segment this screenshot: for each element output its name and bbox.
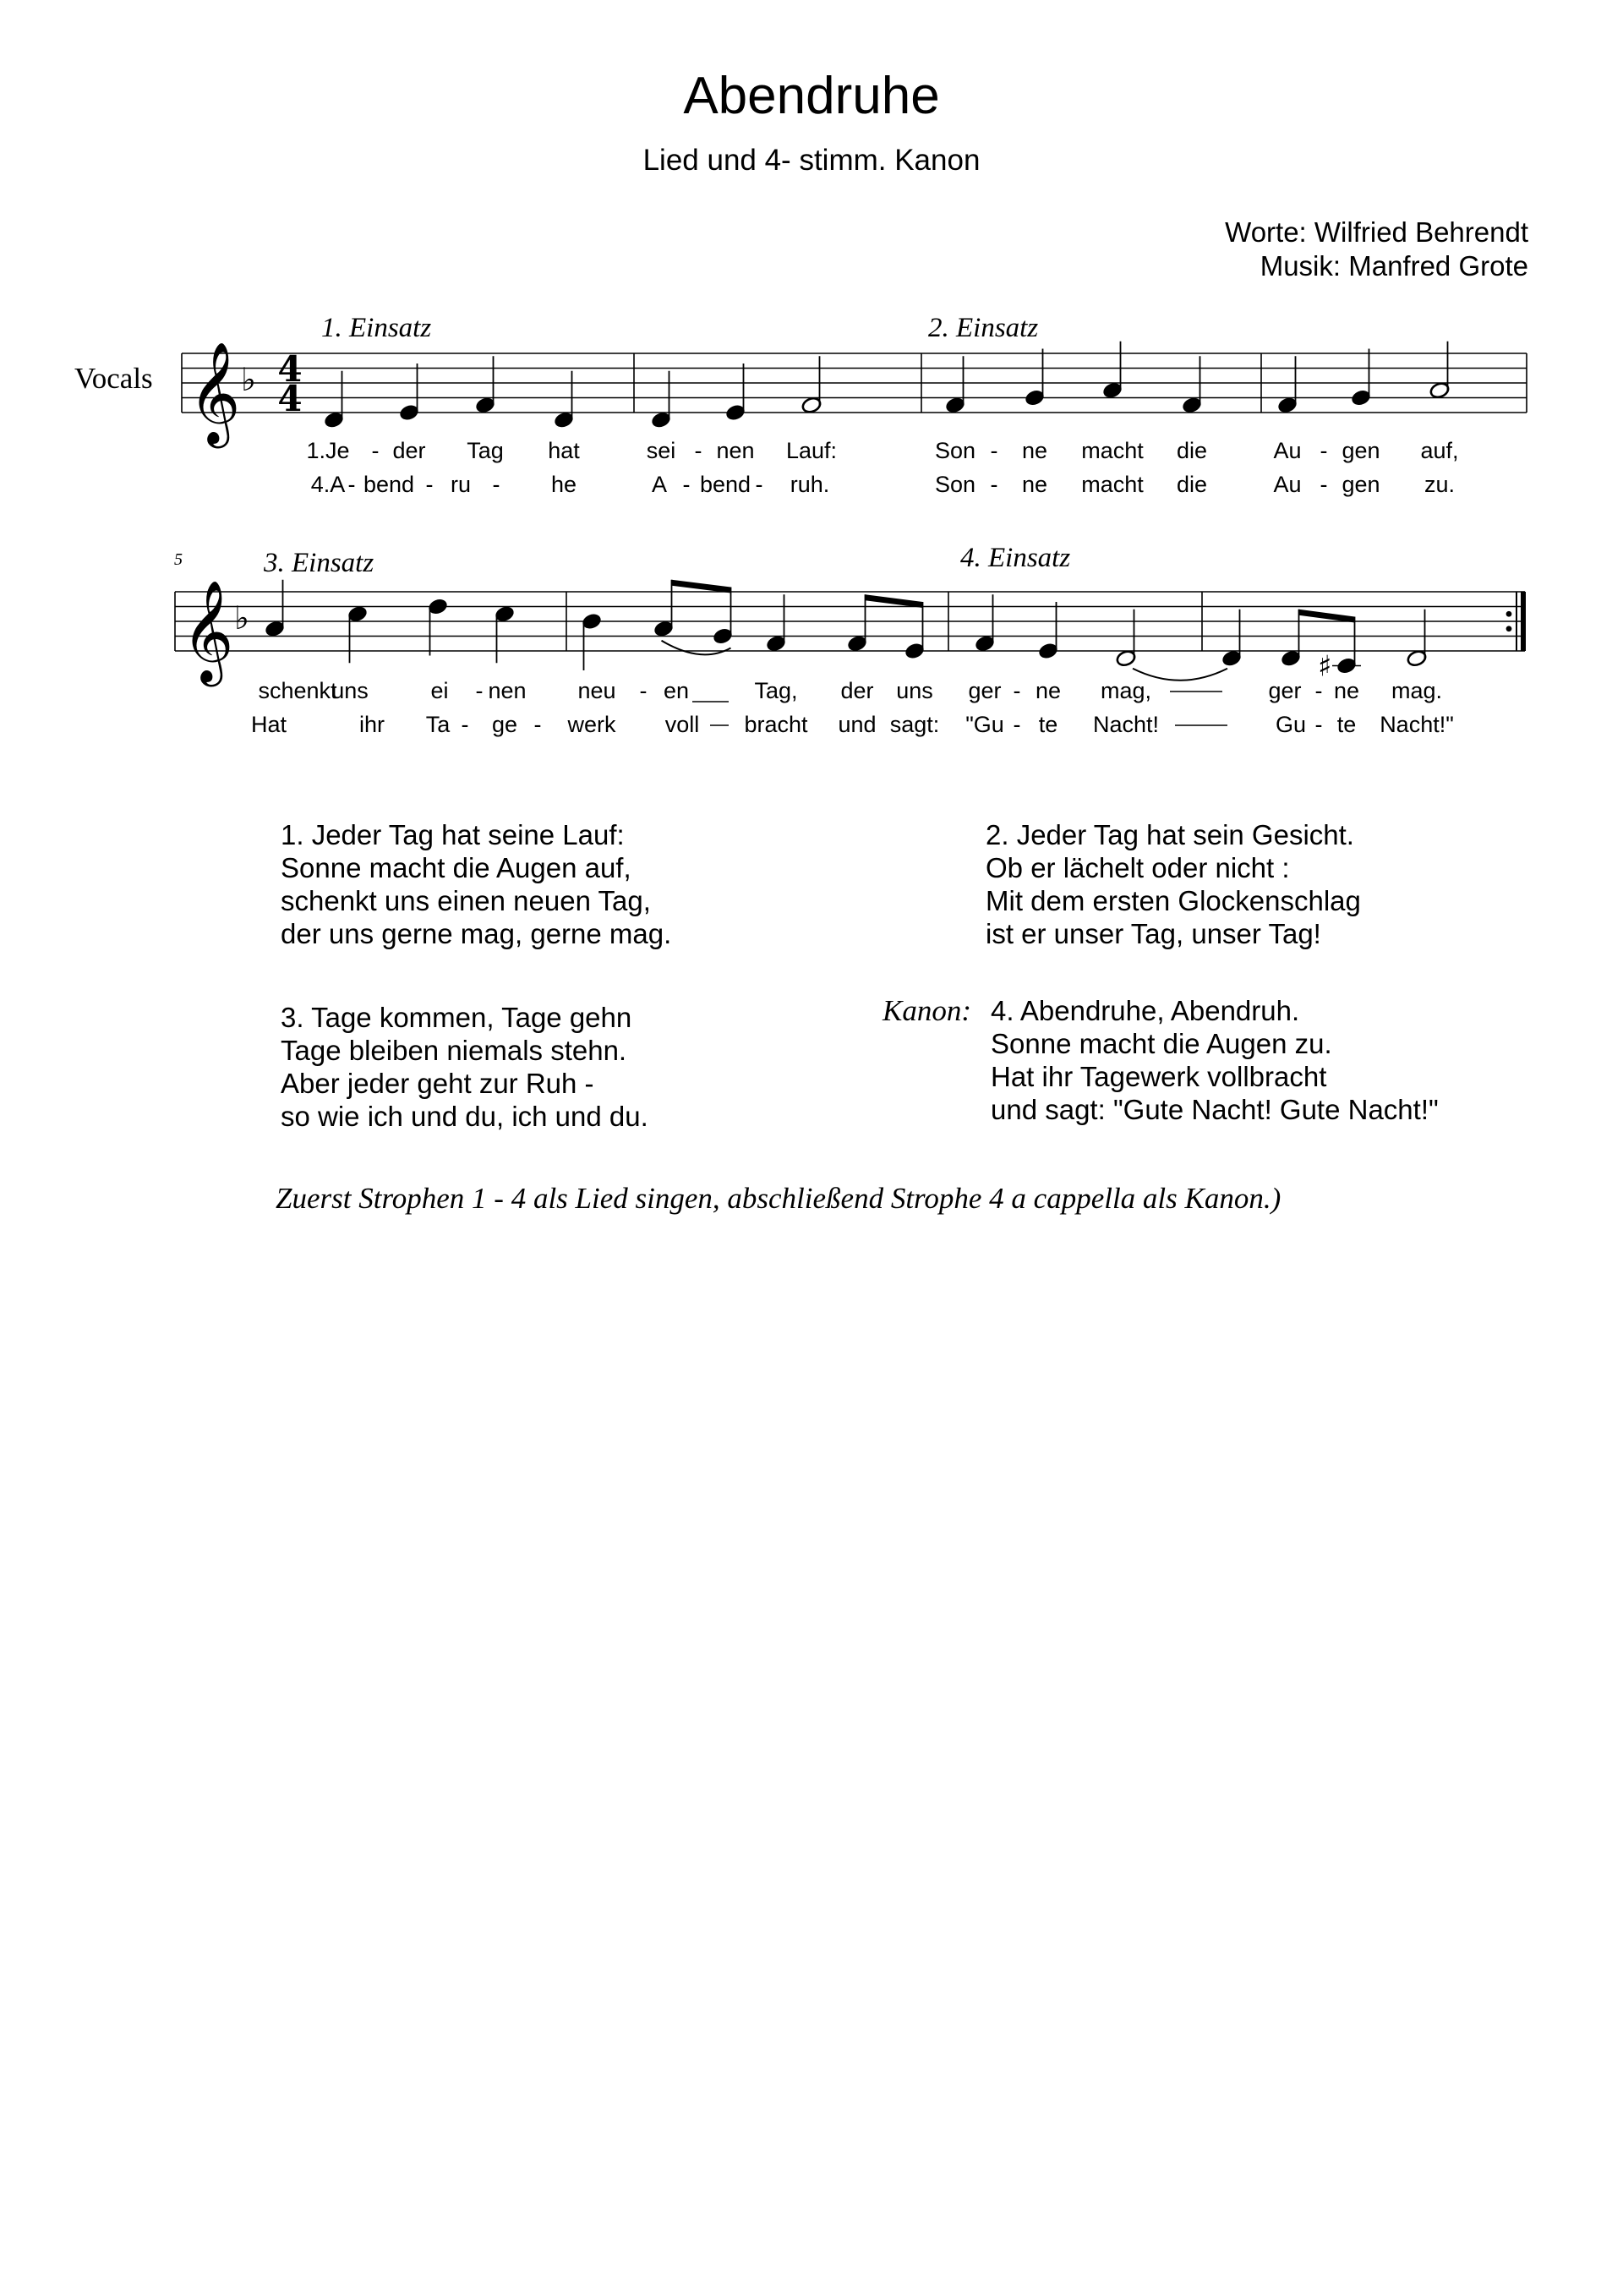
lyric-verse-1: - (639, 678, 648, 703)
lyric-verse-4: Gu (1275, 712, 1307, 737)
stanza-line: der uns gerne mag, gerne mag. (281, 918, 672, 949)
credit-music: Musik: Manfred Grote (1260, 250, 1528, 282)
stanza-3 (281, 1001, 648, 1133)
lyric-verse-1: ger (968, 678, 1002, 703)
lyric-verse-4: he (550, 472, 577, 497)
stanza-line: 1. Jeder Tag hat seine Lauf: (281, 819, 625, 850)
lyric-verse-4: A (651, 472, 668, 497)
stanza-line: und sagt: "Gute Nacht! Gute Nacht!" (991, 1094, 1439, 1125)
lyric-verse-1: nen (488, 678, 527, 703)
lyric-verse-4: - (1013, 712, 1021, 737)
lyric-verse-4: Nacht! (1092, 712, 1160, 737)
lyric-verse-4: Son (934, 472, 976, 497)
lyric-verse-1: der (840, 678, 874, 703)
stanza-line: Aber jeder geht zur Ruh - (281, 1068, 594, 1099)
lyric-verse-4: und (838, 712, 877, 737)
lyric-verse-1: uns (331, 678, 369, 703)
lyric-verse-1: mag. (1391, 678, 1443, 703)
key-flat-icon: ♭ (234, 599, 249, 637)
stanza-line: Mit dem ersten Glockenschlag (986, 885, 1361, 916)
lyric-verse-4: bracht (744, 712, 808, 737)
lyric-verse-1: sei (646, 438, 676, 463)
lyric-verse-1: uns (896, 678, 933, 703)
staff-system-2 (174, 543, 1526, 737)
lyric-verse-1: ne (1021, 438, 1048, 463)
lyric-verse-1: schenkt (258, 678, 337, 703)
lyric-verse-4: - (425, 472, 434, 497)
stanza-line: Tage bleiben niemals stehn. (281, 1035, 627, 1066)
lyric-verse-4: - (1314, 712, 1323, 737)
lyric-verse-1: - (1320, 438, 1328, 463)
lyric-verse-4: - (533, 712, 542, 737)
repeat-dot (1506, 611, 1512, 617)
lyric-verse-1: 1.Je (306, 438, 350, 463)
lyric-verse-1: - (694, 438, 702, 463)
time-signature-bottom: 4 (277, 378, 303, 419)
lyric-verse-4: die (1176, 472, 1208, 497)
lyric-verse-4: - (682, 472, 691, 497)
music-score (0, 0, 1623, 761)
instrument-label: Vocals (74, 362, 153, 395)
lyric-verse-1: - (990, 438, 998, 463)
stanza-line: ist er unser Tag, unser Tag! (986, 918, 1321, 949)
repeat-barline-thick (1521, 592, 1526, 651)
lyric-verse-4: gen (1342, 472, 1380, 497)
measure-number: 5 (174, 550, 183, 569)
repeat-dot (1506, 626, 1512, 631)
lyric-verse-4: zu. (1424, 472, 1456, 497)
lyric-verse-4: ruh. (790, 472, 830, 497)
lyric-verse-1: - (1314, 678, 1323, 703)
lyric-verse-4: macht (1081, 472, 1144, 497)
treble-clef-icon: 𝄞 (189, 341, 241, 444)
lyric-verse-1: die (1176, 438, 1208, 463)
lyric-verse-1: nen (716, 438, 755, 463)
lyric-verse-1: - (1013, 678, 1021, 703)
lyric-verse-4: - (461, 712, 469, 737)
lyric-verse-4: ne (1021, 472, 1048, 497)
lyric-verse-4: Hat (250, 712, 287, 737)
lyric-verse-4: 4.A (310, 472, 346, 497)
beam (672, 580, 731, 593)
einsatz-3-label: 3. Einsatz (264, 548, 374, 578)
credit-words: Worte: Wilfried Behrendt (1225, 216, 1528, 248)
stanza-line: 2. Jeder Tag hat sein Gesicht. (986, 819, 1354, 850)
lyric-verse-1: ne (1035, 678, 1062, 703)
stanza-line: so wie ich und du, ich und du. (281, 1101, 648, 1132)
lyric-verse-1: - (371, 438, 380, 463)
kanon-label: Kanon: (883, 994, 971, 1027)
lyric-verse-4: Nacht!" (1380, 712, 1454, 737)
lyric-verse-4: Au (1273, 472, 1302, 497)
lyric-verse-4: - (1320, 472, 1328, 497)
stanza-2 (986, 818, 1361, 950)
lyric-verse-4: voll (664, 712, 700, 737)
lyric-verse-4: - (755, 472, 763, 497)
beam (1299, 610, 1355, 623)
stanza-line: 4. Abendruhe, Abendruh. (991, 995, 1300, 1026)
lyric-verse-1: - (475, 678, 484, 703)
sharp-icon: ♯ (1318, 649, 1332, 684)
lyric-verse-1: macht (1081, 438, 1144, 463)
time-signature-top: 4 (277, 348, 303, 390)
stanza-line: 3. Tage kommen, Tage gehn (281, 1002, 632, 1033)
lyric-verse-1: neu (577, 678, 616, 703)
lyric-verse-1: mag, (1100, 678, 1152, 703)
lyric-verse-4: te (1038, 712, 1058, 737)
lyric-verse-4: ru (450, 472, 472, 497)
lyric-verse-4: bend (363, 472, 415, 497)
stanza-4 (991, 994, 1439, 1126)
lyric-verse-4: ge (491, 712, 518, 737)
einsatz-4-label: 4. Einsatz (960, 543, 1071, 573)
staff-system-1 (182, 313, 1527, 497)
treble-clef-icon: 𝄞 (182, 579, 234, 682)
stanza-line: Hat ihr Tagewerk vollbracht (991, 1061, 1327, 1092)
lyric-verse-1: ger (1268, 678, 1302, 703)
stanza-line: Sonne macht die Augen zu. (991, 1028, 1332, 1059)
lyric-verse-4: sagt: (889, 712, 940, 737)
lyric-verse-1: ne (1333, 678, 1360, 703)
beam (866, 594, 923, 608)
lyric-verse-4: ihr (358, 712, 385, 737)
lyric-verse-1: Au (1273, 438, 1302, 463)
stanza-line: schenkt uns einen neuen Tag, (281, 885, 651, 916)
key-flat-icon: ♭ (241, 361, 256, 398)
lyric-verse-4: Ta (425, 712, 451, 737)
lyric-verse-1: hat (548, 438, 580, 463)
lyric-verse-1: Lauf: (785, 438, 838, 463)
lyric-verse-4: werk (567, 712, 616, 737)
lyric-verse-1: ei (430, 678, 449, 703)
lyric-verse-4: "Gu (965, 712, 1004, 737)
einsatz-1-label: 1. Einsatz (321, 313, 432, 343)
lyric-verse-1: Tag, (754, 678, 798, 703)
stanza-line: Sonne macht die Augen auf, (281, 852, 631, 883)
einsatz-2-label: 2. Einsatz (928, 313, 1039, 343)
lyric-verse-4: te (1336, 712, 1357, 737)
lyric-verse-1: der (392, 438, 426, 463)
lyric-verse-1: auf, (1420, 438, 1459, 463)
lyric-verse-4: - (990, 472, 998, 497)
lyric-verse-1: en (663, 678, 690, 703)
lyric-verse-4: - (347, 472, 356, 497)
lyric-verse-1: Son (934, 438, 976, 463)
performance-footnote: Zuerst Strophen 1 - 4 als Lied singen, abschließend Strophe 4 a cappella als Kanon.) (276, 1182, 1281, 1215)
song-title: Abendruhe (683, 67, 940, 125)
lyric-verse-4: bend (699, 472, 751, 497)
lyric-verse-4: - (492, 472, 500, 497)
lyric-verse-1: Tag (467, 438, 504, 463)
stanza-line: Ob er lächelt oder nicht : (986, 852, 1290, 883)
lyric-verse-1: gen (1342, 438, 1380, 463)
stanza-1 (281, 818, 671, 950)
song-subtitle: Lied und 4- stimm. Kanon (642, 144, 981, 177)
